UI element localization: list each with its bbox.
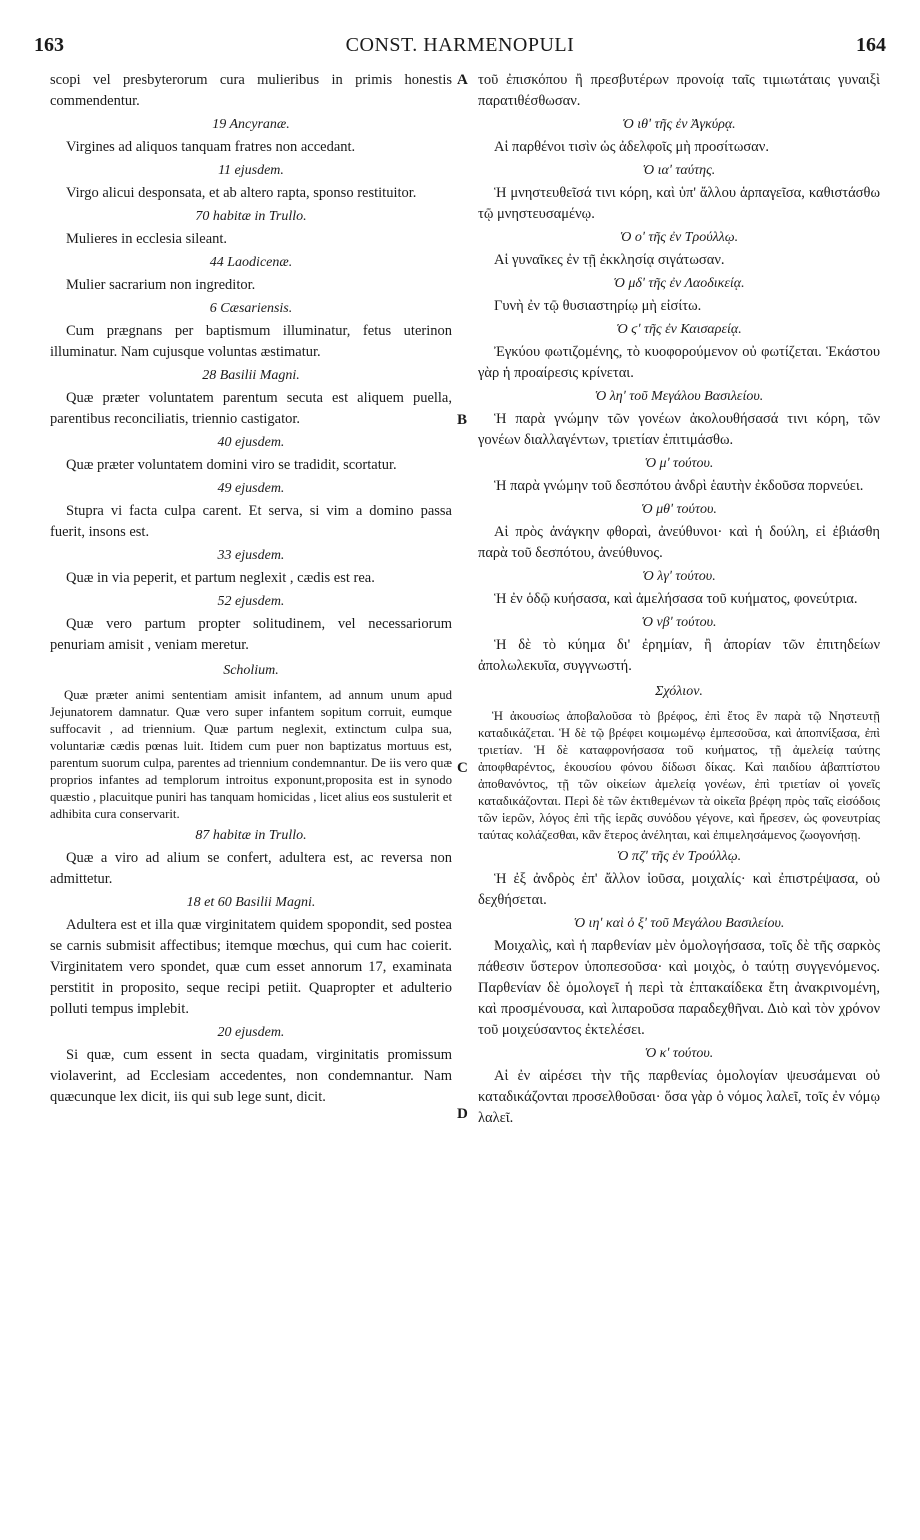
latin-canon-heading: 87 habitæ in Trullo. xyxy=(195,828,307,843)
latin-canon-heading: 19 Ancyranæ. xyxy=(212,117,290,132)
latin-canon-heading: 52 ejusdem. xyxy=(217,594,285,609)
latin-canon-text: Si quæ, cum essent in secta quadam, virginitatis promissum violaverint, ad Ecclesiam accedentes, non condemnantur. Nam quæcunque lex dicit, iis qui sub lege sunt, dicit. xyxy=(50,1047,452,1105)
greek-canon-text: Ἡ ἐν ὁδῷ κυήσασα, καὶ ἀμελήσασα τοῦ κυήματος, φονεύτρια. xyxy=(494,591,858,607)
greek-canon-heading: Ὁ νβʹ τούτου. xyxy=(641,615,717,630)
latin-canon-text: Quæ in via peperit, et partum neglexit , cædis est rea. xyxy=(66,570,375,586)
latin-canon-text: Quæ a viro ad alium se confert, adultera est, ac reversa non admittetur. xyxy=(50,850,452,887)
latin-canon-heading: 70 habitæ in Trullo. xyxy=(195,209,307,224)
section-marker-a: A xyxy=(457,72,468,88)
greek-canon-text: Ἡ παρὰ γνώμην τοῦ δεσπότου ἀνδρὶ ἑαυτὴν ἐκδοῦσα πορνεύει. xyxy=(494,478,864,494)
latin-canon-text: Quæ præter voluntatem domini viro se tradidit, scortatur. xyxy=(66,457,397,473)
greek-canon-heading: Ὁ ιαʹ ταύτης. xyxy=(642,163,716,178)
greek-canon-text: Αἱ ἐν αἱρέσει τὴν τῆς παρθενίας ὁμολογίαν ψευσάμεναι οὐ καταδικάζονται προσελθοῦσαι· ὅσα γὰρ ὁ νόμος λαλεῖ, τοῖς ἐν νόμῳ λαλεῖ. xyxy=(478,1068,880,1126)
latin-canon-text: Stupra vi facta culpa carent. Et serva, si vim a domino passa fuerit, insons est. xyxy=(50,503,452,540)
greek-canon-text: Ἡ μνηστευθεῖσά τινι κόρη, καὶ ὑπ' ἄλλου ἁρπαγεῖσα, καθιστάσθω τῷ μνηστευσαμένῳ. xyxy=(478,185,880,222)
greek-canon-text: Ἡ ἐξ ἀνδρὸς ἐπ' ἄλλον ἰοῦσα, μοιχαλίς· καὶ ἐπιστρέψασα, οὐ δεχθήσεται. xyxy=(478,871,880,908)
latin-scholium-heading: Scholium. xyxy=(223,663,279,678)
greek-canon-text: Ἡ δὲ τὸ κύημα δι' ἐρημίαν, ἢ ἀπορίαν τῶν ἐπιτηδείων ἀπολωλεκυῖα, συγγνωστή. xyxy=(478,637,880,674)
latin-canon-text: Mulieres in ecclesia sileant. xyxy=(66,231,228,247)
greek-canon-text: Ἐγκύου φωτιζομένης, τὸ κυοφορούμενον οὐ φωτίζεται. Ἑκάστου γὰρ ἡ προαίρεσις κρίνεται. xyxy=(478,344,880,381)
latin-canon-text: Cum prægnans per baptismum illuminatur, fetus uterinon illuminatur. Nam cujusque voluntas æstimatur. xyxy=(50,323,452,360)
latin-canon-heading: 20 ejusdem. xyxy=(217,1025,285,1040)
greek-canon-heading: Ὁ ληʹ τοῦ Μεγάλου Βασιλείου. xyxy=(594,389,764,404)
greek-intro: τοῦ ἐπισκόπου ἢ πρεσβυτέρων προνοίᾳ ταῖς τιμιωτάταις γυναιξὶ παρατιθέσθωσαν. xyxy=(478,72,880,109)
greek-canon-heading: Ὁ ιηʹ καὶ ὁ ξʹ τοῦ Μεγάλου Βασιλείου. xyxy=(573,916,785,931)
greek-canon-heading: Ὁ μʹ τούτου. xyxy=(644,456,714,471)
greek-canon-heading: Ὁ πζʹ τῆς ἐν Τρούλλῳ. xyxy=(616,849,742,864)
greek-canon-heading: Ὁ ιθʹ τῆς ἐν Ἀγκύρᾳ. xyxy=(622,117,736,132)
section-marker-b: B xyxy=(457,412,468,428)
latin-canon-heading: 18 et 60 Basilii Magni. xyxy=(186,895,316,910)
greek-canon-heading: Ὁ λγʹ τούτου. xyxy=(642,569,716,584)
greek-canon-text: Αἱ πρὸς ἀνάγκην φθοραὶ, ἀνεύθυνοι· καὶ ἡ δούλη, εἰ ἐβιάσθη παρὰ τοῦ δεσπότου, ἀνεύθυνος. xyxy=(478,524,880,561)
latin-scholium-text: Quæ præter animi sententiam amisit infantem, ad annum unum apud Jejunatorem damnatur. Quæ vero super infantem sopitum corruit, eumque suffocavit , ad triennium. Quæ partum neglexit, extinctum culpa sua, voluntariæ cædis pœnas luit. Itidem cum puer non baptizatus mortuus est, parentum suorum culpa, parentes ad triennium condemnantur. De iis vero quæ proprios infantes ad templorum introitus exponunt,proposita est in synodo quæstio , placuitque puniri has tanquam homicidas , licet alius eos sustulerit et adhibita cura conservarit. xyxy=(50,688,452,821)
latin-intro: scopi vel presbyterorum cura mulieribus in primis honestis commendentur. xyxy=(50,72,452,109)
greek-canon-text: Αἱ γυναῖκες ἐν τῇ ἐκκλησίᾳ σιγάτωσαν. xyxy=(494,252,725,268)
running-title: CONST. HARMENOPULI xyxy=(345,34,575,56)
greek-canon-heading: Ὁ ϛʹ τῆς ἐν Καισαρείᾳ. xyxy=(616,322,742,337)
latin-canon-heading: 40 ejusdem. xyxy=(217,435,285,450)
greek-canon-heading: Ὁ οʹ τῆς ἐν Τρούλλῳ. xyxy=(619,230,739,245)
greek-scholium-text: Ἡ ἀκουσίως ἀποβαλοῦσα τὸ βρέφος, ἐπὶ ἔτος ἓν παρὰ τῷ Νηστευτῇ καταδικάζεται. Ἡ δὲ τῷ βρέφει κοιμωμένῳ ἐμπεσοῦσα, καὶ ἀποπνίξασα, ἐπὶ τριετίαν. Ἡ δὲ καταφρονήσασα τοῦ κυήματος, τῇ ἀμελείᾳ ταύτης ἀποφθαρέντος, ἑκουσίου φόνου δίδωσι δίκας. Καὶ παιδίου ἀβαπτίστου ἀποθανόντος, τῇ τῶν οἰκείων ἀμελείᾳ γονέων, ἐπὶ τριετίαν οἱ γονεῖς καταδικάζονται. Περὶ δὲ τῶν ἐκτιθεμένων τὰ οἰκεῖα βρέφη πρὸς ταῖς εἰσόδοις τῶν ἱερῶν, λόγος ἐπὶ τῆς ἱερᾶς συνόδου γέγονε, καὶ ἤρεσεν, ὡς φονευτρίας ταύτας κολάζεσθαι, κἂν ἕτερος ἀνέληται, καὶ ἐπιμελησάμενος ζωογονήσῃ. xyxy=(478,709,880,842)
latin-canon-heading: 11 ejusdem. xyxy=(218,163,284,178)
greek-canon-heading: Ὁ μδʹ τῆς ἐν Λαοδικείᾳ. xyxy=(613,276,745,291)
greek-canon-text: Ἡ παρὰ γνώμην τῶν γονέων ἀκολουθήσασά τινι κόρη, τῶν γονέων διαλλαγέντων, τριετίαν ἐπιτιμάσθω. xyxy=(478,411,880,448)
greek-canon-text: Γυνὴ ἐν τῷ θυσιαστηρίῳ μὴ εἰσίτω. xyxy=(494,298,702,314)
greek-column xyxy=(478,70,880,1129)
section-marker-c: C xyxy=(457,760,468,776)
greek-canon-heading: Ὁ μθʹ τούτου. xyxy=(641,502,717,517)
latin-canon-heading: 28 Basilii Magni. xyxy=(202,368,300,383)
greek-canon-text: Αἱ παρθένοι τισὶν ὡς ἀδελφοῖς μὴ προσίτωσαν. xyxy=(494,139,769,155)
page-header xyxy=(0,34,920,66)
section-marker-d: D xyxy=(457,1106,468,1122)
latin-canon-text: Mulier sacrarium non ingreditor. xyxy=(66,277,256,293)
greek-scholium-heading: Σχόλιον. xyxy=(655,684,703,699)
greek-canon-heading: Ὁ κʹ τούτου. xyxy=(644,1046,714,1061)
latin-canon-text: Adultera est et illa quæ virginitatem quidem spopondit, sed postea se carnis submisit affectibus; itemque mœchus, qui cum hac coierit. Virginitatem vero spondet, quæ cum esset annorum 17, examinata perstitit in proposito, seque recipi petiit. Quapropter et adulterio polluti tempus implebit. xyxy=(50,917,452,1017)
latin-canon-heading: 49 ejusdem. xyxy=(217,481,285,496)
latin-column xyxy=(50,70,452,1108)
latin-canon-text: Quæ præter voluntatem parentum secuta est aliquem puella, parentibus reconciliatis, triennio castigator. xyxy=(50,390,452,427)
latin-canon-text: Virgo alicui desponsata, et ab altero rapta, sponso restituitor. xyxy=(66,185,417,201)
left-page-number: 163 xyxy=(34,34,64,56)
latin-canon-heading: 33 ejusdem. xyxy=(217,548,285,563)
greek-canon-text: Μοιχαλὶς, καὶ ἡ παρθενίαν μὲν ὁμολογήσασα, τοῖς δὲ τῆς σαρκὸς πάθεσιν ὕστερον ὑποπεσοῦσα· καὶ μοιχὸς, ὁ ταύτῃ συγγενόμενος. Παρθενίαν δὲ ὁμολογεῖ ἡ περὶ τὰ ἑπτακαίδεκα ἔτη ἀνακρινομένη, καὶ προσμένουσα, καὶ λιπαροῦσα παραδεχθῆναι. Διὸ καὶ τὸν χρόνον τοῦ μοιχεύσαντος ἐκτελέσει. xyxy=(478,938,880,1038)
latin-canon-heading: 6 Cæsariensis. xyxy=(209,301,293,316)
latin-canon-text: Virgines ad aliquos tanquam fratres non accedant. xyxy=(66,139,356,155)
right-page-number: 164 xyxy=(856,34,886,56)
latin-canon-heading: 44 Laodicenæ. xyxy=(209,255,293,270)
latin-canon-text: Quæ vero partum propter solitudinem, vel necessariorum penuriam amisit , veniam meretur. xyxy=(50,616,452,653)
